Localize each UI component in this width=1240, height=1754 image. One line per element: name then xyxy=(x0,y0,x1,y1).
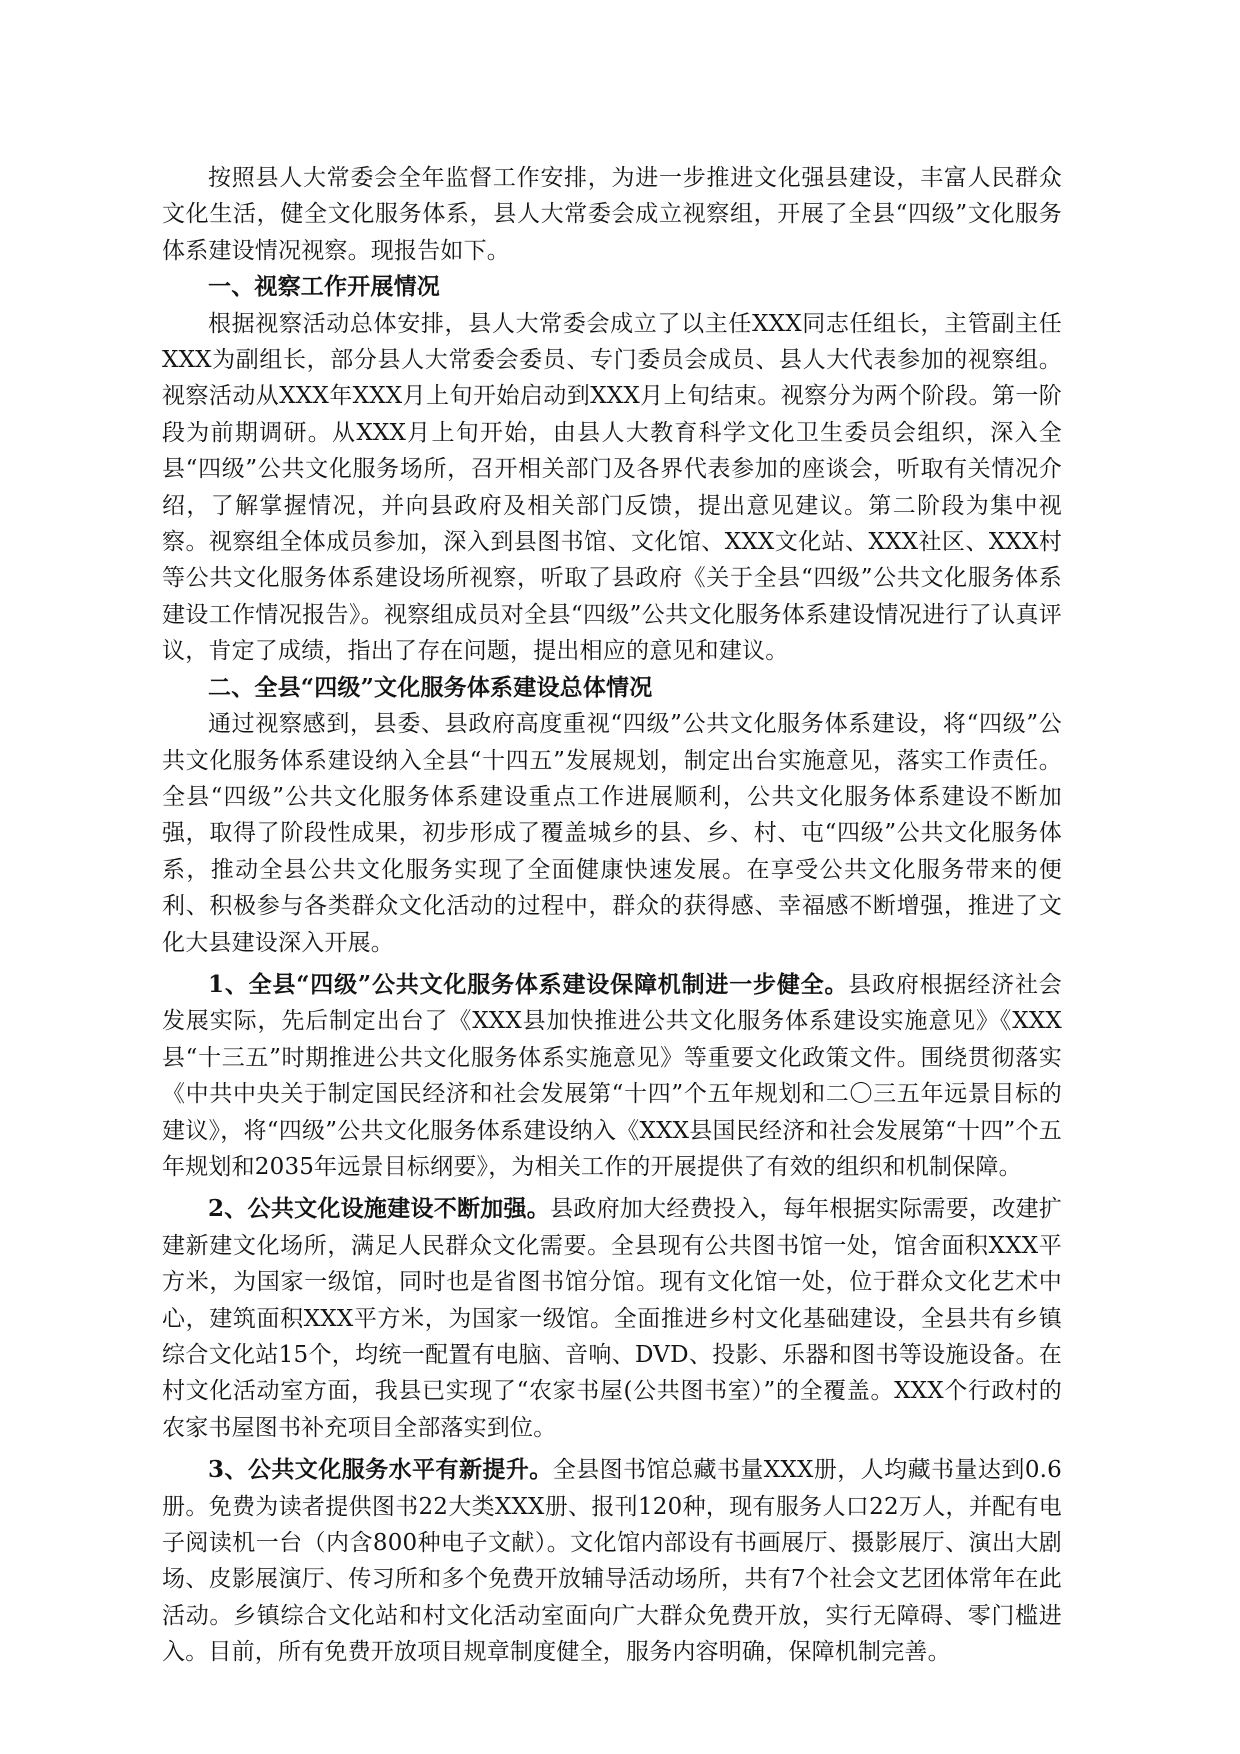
item-body-1: 县政府根据经济社会发展实际，先后制定出台了《XXX县加快推进公共文化服务体系建设实施意见》《XXX县“十三五”时期推进公共文化服务体系实施意见》等重要文化政策文件。围绕贯彻落实《中共中央关于制定国民经济和社会发展第“十四”个五年规划和二〇三五年远景目标的建议》，将“四级”公共文化服务体系建设纳入《XXX县国民经济和社会发展第“十四”个五年规划和2035年远景目标纲要》，为相关工作的开展提供了有效的组织和机制保障。 xyxy=(162,971,1062,1180)
document-page xyxy=(162,160,1062,1671)
item-body-2: 县政府加大经费投入，每年根据实际需要，改建扩建新建文化场所，满足人民群众文化需要。全县现有公共图书馆一处，馆舍面积XXX平方米，为国家一级馆，同时也是省图书馆分馆。现有文化馆一处，位于群众文化艺术中心，建筑面积XXX平方米，为国家一级馆。全面推进乡村文化基础建设，全县共有乡镇综合文化站15个，均统一配置有电脑、音响、DVD、投影、乐器和图书等设施设备。在村文化活动室方面，我县已实现了“农家书屋(公共图书室）”的全覆盖。XXX个行政村的农家书屋图书补充项目全部落实到位。 xyxy=(162,1196,1062,1441)
item-body-3: 全县图书馆总藏书量XXX册，人均藏书量达到0.6册。免费为读者提供图书22大类XXX册、报刊120种，现有服务人口22万人，并配有电子阅读机一台（内含800种电子文献）。文化馆内部设有书画展厅、摄影展厅、演出大剧场、皮影展演厅、传习所和多个免费开放辅导活动场所，共有7个社会文艺团体常年在此活动。乡镇综合文化站和村文化活动室面向广大群众免费开放，实行无障碍、零门槛进入。目前，所有免费开放项目规章制度健全，服务内容明确，保障机制完善。 xyxy=(162,1457,1062,1666)
intro-paragraph: 按照县人大常委会全年监督工作安排，为进一步推进文化强县建设，丰富人民群众文化生活，健全文化服务体系，县人大常委会成立视察组，开展了全县“四级”文化服务体系建设情况视察。现报告如下。 xyxy=(162,165,1062,264)
item-paragraph-3 xyxy=(162,1452,1062,1670)
item-lead-3: 3、公共文化服务水平有新提升。 xyxy=(208,1456,553,1484)
item-paragraph-2 xyxy=(162,1191,1062,1446)
section-1-paragraph: 根据视察活动总体安排，县人大常委会成立了以主任XXX同志任组长，主管副主任XXX为副组长，部分县人大常委会委员、专门委员会成员、县人大代表参加的视察组。视察活动从XXX年XXX月上旬开始启动到XXX月上旬结束。视察分为两个阶段。第一阶段为前期调研。从XXX月上旬开始，由县人大教育科学文化卫生委员会组织，深入全县“四级”公共文化服务场所，召开相关部门及各界代表参加的座谈会，听取有关情况介绍，了解掌握情况，并向县政府及相关部门反馈，提出意见建议。第二阶段为集中视察。视察组全体成员参加，深入到县图书馆、文化馆、XXX文化站、XXX社区、XXX村等公共文化服务体系建设场所视察，听取了县政府《关于全县“四级”公共文化服务体系建设工作情况报告》。视察组成员对全县“四级”公共文化服务体系建设情况进行了认真评议，肯定了成绩，指出了存在问题，提出相应的意见和建议。 xyxy=(162,310,1062,665)
item-lead-2: 2、公共文化设施建设不断加强。 xyxy=(208,1195,551,1223)
section-2-paragraph: 通过视察感到，县委、县政府高度重视“四级”公共文化服务体系建设，将“四级”公共文化服务体系建设纳入全县“十四五”发展规划，制定出台实施意见，落实工作责任。全县“四级”公共文化服务体系建设重点工作进展顺利，公共文化服务体系建设不断加强，取得了阶段性成果，初步形成了覆盖城乡的县、乡、村、屯“四级”公共文化服务体系，推动全县公共文化服务实现了全面健康快速发展。在享受公共文化服务带来的便利、积极参与各类群众文化活动的过程中，群众的获得感、幸福感不断增强，推进了文化大县建设深入开展。 xyxy=(162,711,1062,956)
section-heading-2: 二、全县“四级”文化服务体系建设总体情况 xyxy=(208,673,653,701)
item-paragraph-1 xyxy=(162,967,1062,1185)
section-heading-1: 一、视察工作开展情况 xyxy=(208,273,440,301)
item-lead-1: 1、全县“四级”公共文化服务体系建设保障机制进一步健全。 xyxy=(208,970,849,998)
